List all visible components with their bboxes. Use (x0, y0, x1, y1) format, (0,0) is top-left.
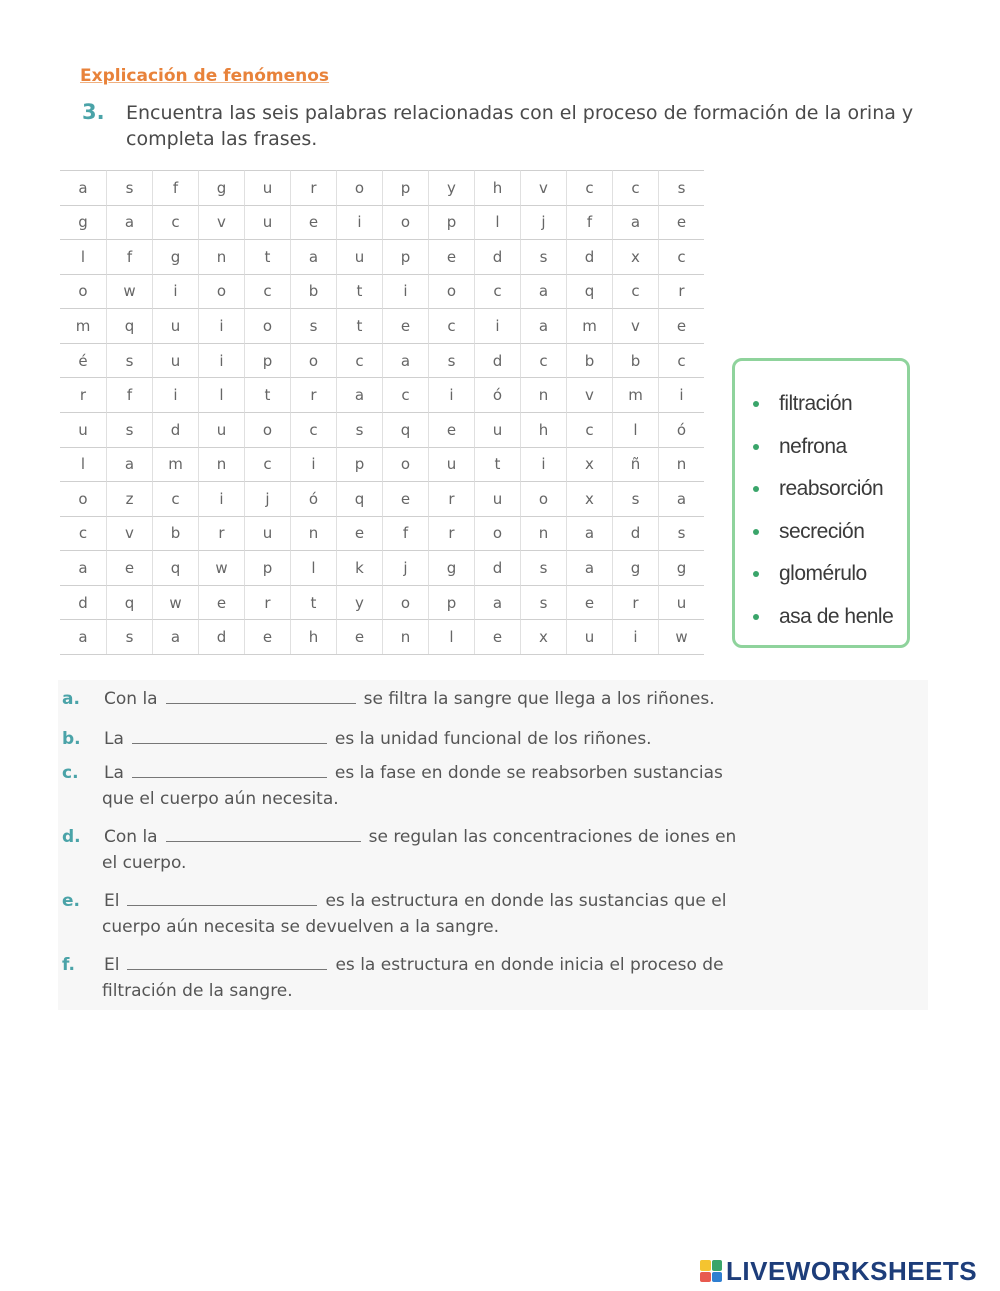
sentence-letter: e. (62, 891, 80, 911)
grid-cell[interactable]: i (152, 377, 198, 412)
sentence-letter: f. (62, 955, 75, 975)
grid-cell[interactable]: n (520, 516, 566, 551)
word-label: reabsorción (779, 477, 884, 501)
grid-cell[interactable]: l (474, 205, 520, 240)
grid-cell[interactable]: a (658, 481, 704, 516)
grid-cell[interactable]: s (336, 412, 382, 447)
answer-blank[interactable] (166, 827, 361, 842)
grid-cell[interactable]: i (198, 481, 244, 516)
grid-cell[interactable]: i (198, 343, 244, 378)
grid-cell[interactable]: s (106, 412, 152, 447)
grid-cell[interactable]: s (658, 170, 704, 205)
grid-cell[interactable]: h (290, 619, 336, 654)
sentence-letter: a. (62, 689, 80, 709)
grid-cell[interactable]: a (106, 205, 152, 240)
grid-cell[interactable]: a (566, 516, 612, 551)
sentence-end: es la estructura en donde inicia el proceso de (335, 955, 724, 975)
grid-cell[interactable]: g (60, 205, 106, 240)
grid-cell[interactable]: u (198, 412, 244, 447)
grid-cell[interactable]: z (106, 481, 152, 516)
word-list-item (753, 468, 907, 511)
grid-cell[interactable]: v (198, 205, 244, 240)
grid-cell[interactable]: j (244, 481, 290, 516)
grid-cell[interactable]: r (60, 377, 106, 412)
grid-cell[interactable]: x (566, 481, 612, 516)
grid-cell[interactable]: a (152, 619, 198, 654)
fill-in-sentences (58, 680, 928, 1010)
grid-cell[interactable]: e (336, 516, 382, 551)
sentence-start: El (104, 891, 120, 911)
word-list-item (753, 596, 907, 639)
grid-cell[interactable]: d (152, 412, 198, 447)
grid-cell[interactable]: o (198, 274, 244, 309)
grid-cell[interactable]: s (106, 343, 152, 378)
bullet-icon (753, 529, 759, 535)
grid-cell[interactable]: b (290, 274, 336, 309)
grid-cell[interactable]: j (520, 205, 566, 240)
grid-cell[interactable]: u (428, 447, 474, 482)
grid-cell[interactable]: e (290, 205, 336, 240)
grid-cell[interactable]: c (244, 274, 290, 309)
grid-cell[interactable]: g (658, 550, 704, 585)
grid-cell[interactable]: c (566, 170, 612, 205)
grid-cell[interactable]: u (152, 308, 198, 343)
grid-cell[interactable]: p (428, 585, 474, 620)
answer-blank[interactable] (132, 729, 327, 744)
grid-cell[interactable]: m (612, 377, 658, 412)
sentence-start: El (104, 955, 120, 975)
grid-cell[interactable]: c (60, 516, 106, 551)
grid-cell[interactable]: n (198, 447, 244, 482)
sentence-start: Con la (104, 827, 158, 847)
grid-cell[interactable]: c (612, 170, 658, 205)
grid-cell[interactable]: l (198, 377, 244, 412)
grid-cell[interactable]: s (612, 481, 658, 516)
grid-cell[interactable]: y (336, 585, 382, 620)
grid-cell[interactable]: a (612, 205, 658, 240)
answer-blank[interactable] (166, 689, 356, 704)
grid-cell[interactable]: l (612, 412, 658, 447)
word-label: asa de henle (779, 604, 894, 628)
grid-cell[interactable]: e (198, 585, 244, 620)
grid-cell[interactable]: a (474, 585, 520, 620)
grid-cell[interactable]: o (244, 308, 290, 343)
grid-cell[interactable]: x (566, 447, 612, 482)
grid-cell[interactable]: u (152, 343, 198, 378)
grid-cell[interactable]: f (152, 170, 198, 205)
grid-cell[interactable]: c (474, 274, 520, 309)
grid-cell[interactable]: f (382, 516, 428, 551)
word-label: filtración (779, 392, 853, 416)
grid-cell[interactable]: o (428, 274, 474, 309)
grid-cell[interactable]: f (566, 205, 612, 240)
bullet-icon (753, 486, 759, 492)
grid-cell[interactable]: x (520, 619, 566, 654)
grid-cell[interactable]: o (520, 481, 566, 516)
grid-cell[interactable]: d (198, 619, 244, 654)
grid-cell[interactable]: b (152, 516, 198, 551)
grid-cell[interactable]: e (382, 308, 428, 343)
grid-cell[interactable]: r (658, 274, 704, 309)
grid-cell[interactable]: i (658, 377, 704, 412)
grid-cell[interactable]: p (382, 170, 428, 205)
grid-cell[interactable]: k (336, 550, 382, 585)
answer-blank[interactable] (132, 763, 327, 778)
sentence-line (104, 824, 736, 850)
word-list-item (753, 511, 907, 554)
bullet-icon (753, 614, 759, 620)
grid-cell[interactable]: s (290, 308, 336, 343)
grid-cell[interactable]: s (520, 550, 566, 585)
word-label: secreción (779, 519, 865, 543)
grid-cell[interactable]: v (612, 308, 658, 343)
grid-cell[interactable]: b (566, 343, 612, 378)
grid-cell[interactable]: s (520, 585, 566, 620)
sentence-line (104, 760, 723, 786)
exercise-number: 3. (82, 100, 105, 124)
grid-cell[interactable]: n (658, 447, 704, 482)
answer-blank[interactable] (127, 891, 317, 906)
word-list-item (753, 553, 907, 596)
word-search-grid (60, 170, 704, 655)
grid-cell[interactable]: e (658, 205, 704, 240)
grid-cell[interactable]: d (60, 585, 106, 620)
word-list-item (753, 383, 907, 426)
grid-cell[interactable]: o (60, 481, 106, 516)
grid-cell[interactable]: q (106, 308, 152, 343)
grid-cell[interactable]: a (382, 343, 428, 378)
grid-cell[interactable]: a (520, 274, 566, 309)
grid-cell[interactable]: p (244, 343, 290, 378)
sentence-continuation: que el cuerpo aún necesita. (102, 789, 339, 809)
grid-cell[interactable]: s (658, 516, 704, 551)
sentence-start: Con la (104, 689, 158, 709)
sentence-end: se filtra la sangre que llega a los riñones. (363, 689, 715, 709)
grid-cell[interactable]: a (60, 619, 106, 654)
grid-cell[interactable]: i (382, 274, 428, 309)
sentence-start: La (104, 763, 124, 783)
grid-cell[interactable]: c (152, 481, 198, 516)
bullet-icon (753, 571, 759, 577)
grid-cell[interactable]: c (336, 343, 382, 378)
grid-cell[interactable]: c (658, 343, 704, 378)
sentence-letter: c. (62, 763, 79, 783)
grid-cell[interactable]: o (290, 343, 336, 378)
grid-cell[interactable]: s (106, 619, 152, 654)
grid-cell[interactable]: i (290, 447, 336, 482)
grid-cell[interactable]: c (658, 239, 704, 274)
liveworksheets-logo-icon (700, 1260, 722, 1282)
grid-cell[interactable]: i (152, 274, 198, 309)
grid-cell[interactable]: v (106, 516, 152, 551)
bullet-icon (753, 444, 759, 450)
grid-cell[interactable]: p (428, 205, 474, 240)
grid-cell[interactable]: p (382, 239, 428, 274)
grid-cell[interactable]: v (520, 170, 566, 205)
grid-cell[interactable]: e (474, 619, 520, 654)
grid-cell[interactable]: d (474, 239, 520, 274)
grid-cell[interactable]: e (336, 619, 382, 654)
sentence-continuation: filtración de la sangre. (102, 981, 293, 1001)
grid-cell[interactable]: i (428, 377, 474, 412)
grid-cell[interactable]: r (428, 516, 474, 551)
grid-cell[interactable]: r (198, 516, 244, 551)
sentence-continuation: el cuerpo. (102, 853, 187, 873)
sentence-line (104, 726, 652, 752)
grid-cell[interactable]: m (152, 447, 198, 482)
grid-cell[interactable]: t (336, 308, 382, 343)
grid-cell[interactable]: e (428, 412, 474, 447)
grid-cell[interactable]: c (152, 205, 198, 240)
answer-blank[interactable] (127, 955, 327, 970)
grid-cell[interactable]: d (566, 239, 612, 274)
sentence-line (104, 952, 724, 978)
grid-cell[interactable]: s (428, 343, 474, 378)
grid-cell[interactable]: v (566, 377, 612, 412)
grid-cell[interactable]: w (658, 619, 704, 654)
grid-cell[interactable]: h (474, 170, 520, 205)
grid-cell[interactable]: d (612, 516, 658, 551)
grid-cell[interactable]: r (244, 585, 290, 620)
grid-cell[interactable]: e (244, 619, 290, 654)
grid-cell[interactable]: é (60, 343, 106, 378)
grid-cell[interactable]: l (428, 619, 474, 654)
grid-cell[interactable]: w (152, 585, 198, 620)
grid-cell[interactable]: t (290, 585, 336, 620)
grid-cell[interactable]: u (244, 170, 290, 205)
grid-cell[interactable]: a (290, 239, 336, 274)
grid-cell[interactable]: d (474, 343, 520, 378)
grid-cell[interactable]: r (290, 377, 336, 412)
grid-cell[interactable]: g (612, 550, 658, 585)
grid-cell[interactable]: ó (474, 377, 520, 412)
liveworksheets-logo[interactable] (700, 1256, 977, 1286)
grid-cell[interactable]: u (336, 239, 382, 274)
grid-cell[interactable]: q (336, 481, 382, 516)
grid-cell[interactable]: t (244, 377, 290, 412)
sentence-letter: d. (62, 827, 81, 847)
sentence-end: es la fase en donde se reabsorben sustancias (334, 763, 723, 783)
grid-cell[interactable]: o (336, 170, 382, 205)
grid-cell[interactable]: c (566, 412, 612, 447)
grid-cell[interactable]: l (290, 550, 336, 585)
grid-cell[interactable]: a (520, 308, 566, 343)
grid-cell[interactable]: u (244, 205, 290, 240)
grid-cell[interactable]: y (428, 170, 474, 205)
grid-cell[interactable]: s (106, 170, 152, 205)
grid-cell[interactable]: e (382, 481, 428, 516)
grid-cell[interactable]: i (474, 308, 520, 343)
grid-cell[interactable]: i (336, 205, 382, 240)
grid-cell[interactable]: f (106, 239, 152, 274)
word-label: nefrona (779, 434, 847, 458)
grid-cell[interactable]: l (60, 447, 106, 482)
grid-cell[interactable]: e (658, 308, 704, 343)
grid-cell[interactable]: o (474, 516, 520, 551)
grid-cell[interactable]: a (60, 550, 106, 585)
grid-cell[interactable]: a (106, 447, 152, 482)
grid-cell[interactable]: m (566, 308, 612, 343)
grid-cell[interactable]: w (106, 274, 152, 309)
grid-cell[interactable]: r (612, 585, 658, 620)
sentence-letter: b. (62, 729, 81, 749)
grid-cell[interactable]: c (382, 377, 428, 412)
grid-cell[interactable]: d (474, 550, 520, 585)
section-title: Explicación de fenómenos (80, 66, 330, 86)
exercise-instruction: Encuentra las seis palabras relacionadas con el proceso de formación de la orina y completa las frases. (126, 102, 914, 150)
sentence-line (104, 686, 715, 712)
grid-cell[interactable]: t (336, 274, 382, 309)
grid-cell[interactable]: q (566, 274, 612, 309)
grid-cell[interactable]: l (60, 239, 106, 274)
grid-cell[interactable]: p (244, 550, 290, 585)
grid-cell[interactable]: q (152, 550, 198, 585)
bullet-icon (753, 401, 759, 407)
grid-cell[interactable]: o (244, 412, 290, 447)
grid-cell[interactable]: f (106, 377, 152, 412)
sentence-end: es la unidad funcional de los riñones. (334, 729, 652, 749)
grid-cell[interactable]: c (290, 412, 336, 447)
grid-cell[interactable]: o (382, 585, 428, 620)
grid-cell[interactable]: u (474, 412, 520, 447)
word-label: glomérulo (779, 562, 867, 586)
sentence-start: La (104, 729, 124, 749)
grid-cell[interactable]: n (290, 516, 336, 551)
grid-cell[interactable]: h (520, 412, 566, 447)
grid-cell[interactable]: i (612, 619, 658, 654)
grid-cell[interactable]: e (106, 550, 152, 585)
grid-cell[interactable]: c (428, 308, 474, 343)
grid-cell[interactable]: c (612, 274, 658, 309)
grid-cell[interactable]: a (566, 550, 612, 585)
grid-cell[interactable]: g (152, 239, 198, 274)
grid-cell[interactable]: u (60, 412, 106, 447)
grid-cell[interactable]: ó (290, 481, 336, 516)
grid-cell[interactable]: t (244, 239, 290, 274)
grid-cell[interactable]: n (198, 239, 244, 274)
grid-cell[interactable]: m (60, 308, 106, 343)
grid-cell[interactable]: p (336, 447, 382, 482)
grid-cell[interactable]: w (198, 550, 244, 585)
grid-cell[interactable]: r (428, 481, 474, 516)
grid-cell[interactable]: g (198, 170, 244, 205)
grid-cell[interactable]: b (612, 343, 658, 378)
grid-cell[interactable]: x (612, 239, 658, 274)
word-list-box (732, 358, 910, 648)
grid-cell[interactable]: u (474, 481, 520, 516)
grid-cell[interactable]: n (520, 377, 566, 412)
grid-cell[interactable]: u (244, 516, 290, 551)
grid-cell[interactable]: i (198, 308, 244, 343)
grid-cell[interactable]: o (382, 447, 428, 482)
grid-cell[interactable]: q (106, 585, 152, 620)
grid-cell[interactable]: o (60, 274, 106, 309)
sentence-line (104, 888, 726, 914)
grid-cell[interactable]: c (520, 343, 566, 378)
grid-cell[interactable]: t (474, 447, 520, 482)
grid-cell[interactable]: a (60, 170, 106, 205)
grid-cell[interactable]: o (382, 205, 428, 240)
grid-cell[interactable]: e (428, 239, 474, 274)
grid-cell[interactable]: u (658, 585, 704, 620)
sentence-end: se regulan las concentraciones de iones en (368, 827, 737, 847)
grid-cell[interactable]: q (382, 412, 428, 447)
grid-cell[interactable]: n (382, 619, 428, 654)
grid-cell[interactable]: i (520, 447, 566, 482)
grid-cell[interactable]: ñ (612, 447, 658, 482)
grid-cell[interactable]: u (566, 619, 612, 654)
grid-cell[interactable]: c (244, 447, 290, 482)
grid-cell[interactable]: e (566, 585, 612, 620)
grid-cell[interactable]: j (382, 550, 428, 585)
grid-cell[interactable]: s (520, 239, 566, 274)
grid-cell[interactable]: ó (658, 412, 704, 447)
grid-cell[interactable]: a (336, 377, 382, 412)
grid-cell[interactable]: r (290, 170, 336, 205)
sentence-continuation: cuerpo aún necesita se devuelven a la sangre. (102, 917, 500, 937)
sentence-end: es la estructura en donde las sustancias que el (325, 891, 727, 911)
logo-text: LIVEWORKSHEETS (726, 1255, 978, 1286)
word-list-item (753, 426, 907, 469)
grid-cell[interactable]: g (428, 550, 474, 585)
